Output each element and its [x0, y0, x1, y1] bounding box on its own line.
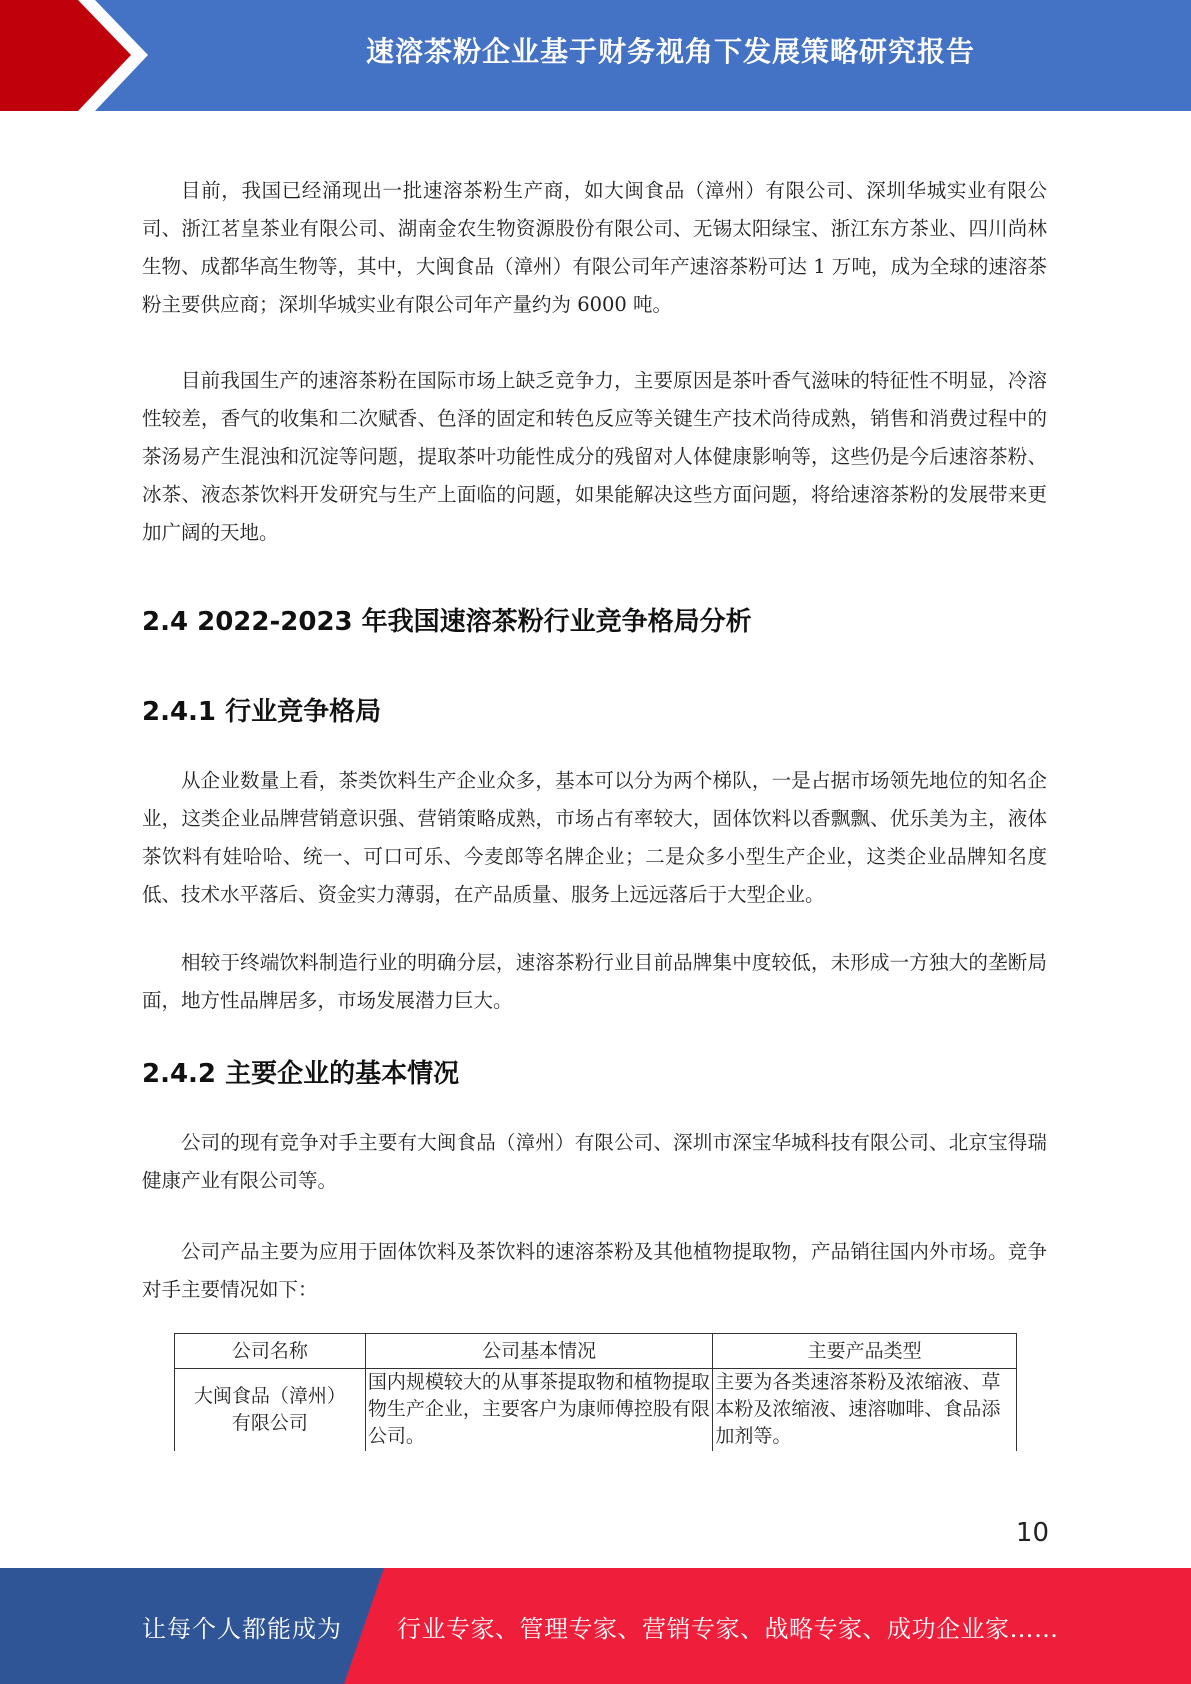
- section-heading-2-4-1: 2.4.1 行业竞争格局: [142, 697, 382, 727]
- page-footer: [0, 1568, 1191, 1684]
- cell-info: 国内规模较大的从事茶提取物和植物提取物生产企业，主要客户为康师傅控股有限公司。: [365, 1369, 713, 1451]
- column-header-info: 公司基本情况: [365, 1334, 713, 1369]
- paragraph-competitiveness: 目前我国生产的速溶茶粉在国际市场上缺乏竞争力，主要原因是茶叶香气滋味的特征性不明显，冷溶性较差，香气的收集和二次赋香、色泽的固定和转色反应等关键生产技术尚待成熟，销售和消费过程中的茶汤易产生混浊和沉淀等问题，提取茶叶功能性成分的残留对人体健康影响等，这些仍是今后速溶茶粉、冰茶、液态茶饮料开发研究与生产上面临的问题，如果能解决这些方面问题，将给速溶茶粉的发展带来更加广阔的天地。: [142, 369, 1047, 544]
- footer-slogan-left: 让每个人都能成为: [142, 1614, 342, 1643]
- report-title: 速溶茶粉企业基于财务视角下发展策略研究报告: [365, 35, 975, 68]
- paragraph-brand-concentration: 相较于终端饮料制造行业的明确分层，速溶茶粉行业目前品牌集中度较低，未形成一方独大的垄断局面，地方性品牌居多，市场发展潜力巨大。: [142, 951, 1047, 1012]
- section-heading-2-4-2: 2.4.2 主要企业的基本情况: [142, 1059, 460, 1089]
- paragraph-competitors: 公司的现有竞争对手主要有大闽食品（漳州）有限公司、深圳市深宝华城科技有限公司、北京宝得瑞健康产业有限公司等。: [142, 1131, 1047, 1192]
- footer-slogan-right: 行业专家、管理专家、营销专家、战略专家、成功企业家……: [397, 1614, 1059, 1643]
- competitor-table: [174, 1333, 1017, 1451]
- table-header-row: [175, 1334, 1017, 1369]
- column-header-products: 主要产品类型: [713, 1334, 1017, 1369]
- section-heading-2-4: 2.4 2022-2023 年我国速溶茶粉行业竞争格局分析: [142, 607, 752, 637]
- cell-company: 大闽食品（漳州）有限公司: [175, 1369, 366, 1451]
- column-header-company: 公司名称: [175, 1334, 366, 1369]
- page-header: [0, 0, 1191, 111]
- cell-products: 主要为各类速溶茶粉及浓缩液、草本粉及浓缩液、速溶咖啡、食品添加剂等。: [713, 1369, 1017, 1451]
- page-number: 10: [1015, 1518, 1049, 1548]
- table-row: [175, 1369, 1017, 1451]
- paragraph-producers: 目前，我国已经涌现出一批速溶茶粉生产商，如大闽食品（漳州）有限公司、深圳华城实业有限公司、浙江茗皇茶业有限公司、湖南金农生物资源股份有限公司、无锡太阳绿宝、浙江东方茶业、四川尚林生物、成都华高生物等，其中，大闽食品（漳州）有限公司年产速溶茶粉可达 1 万吨，成为全球的速溶茶粉主要供应商；深圳华城实业有限公司年产量约为 6000 吨。: [142, 179, 1047, 316]
- paragraph-products: 公司产品主要为应用于固体饮料及茶饮料的速溶茶粉及其他植物提取物，产品销往国内外市场。竞争对手主要情况如下：: [142, 1240, 1047, 1301]
- paragraph-industry-tiers: 从企业数量上看，茶类饮料生产企业众多，基本可以分为两个梯队，一是占据市场领先地位的知名企业，这类企业品牌营销意识强、营销策略成熟，市场占有率较大，固体饮料以香飘飘、优乐美为主，液体茶饮料有娃哈哈、统一、可口可乐、今麦郎等名牌企业；二是众多小型生产企业，这类企业品牌知名度低、技术水平落后、资金实力薄弱，在产品质量、服务上远远落后于大型企业。: [142, 769, 1047, 906]
